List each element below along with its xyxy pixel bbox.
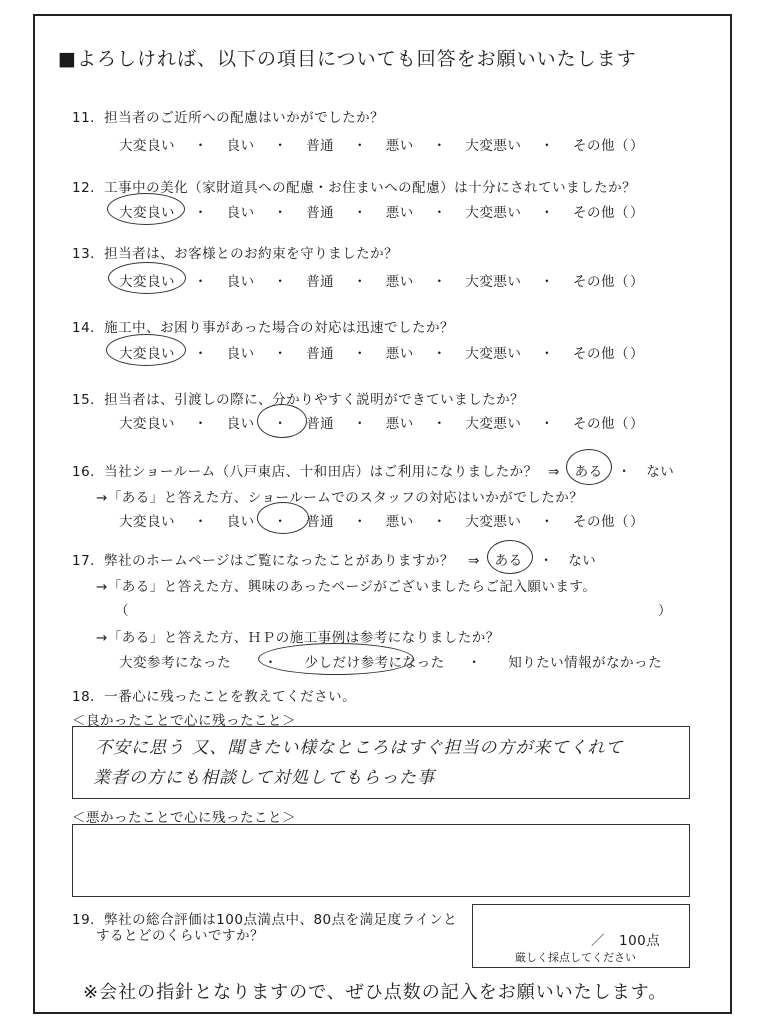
q13-options: [119, 270, 629, 290]
answer-circle: [106, 334, 186, 366]
separator: ・: [432, 514, 447, 530]
separator: ・: [540, 346, 555, 362]
option-normal[interactable]: 普通: [306, 138, 335, 154]
option-normal[interactable]: 普通: [306, 514, 335, 530]
question-14: 14．施工中、お困り事があった場合の対応は迅速でしたか？: [72, 320, 455, 336]
separator: ・: [273, 205, 288, 221]
section-header: ■よろしければ、以下の項目についても回答をお願いいたします: [58, 48, 637, 70]
separator: ・: [432, 274, 447, 290]
question-16-sub: →「ある」と答えた方、ショールームでのスタッフの対応はいかがでしたか？: [96, 490, 584, 506]
separator: ・: [540, 138, 555, 154]
paren-open: （: [115, 603, 129, 619]
footer-note: ※会社の指針となりますので、ぜひ点数の記入をお願いいたします。: [83, 982, 668, 1003]
question-17: 17．弊社のホームページはご覧になったことがありますか？: [72, 553, 454, 569]
separator: ・: [540, 274, 555, 290]
separator: ・: [193, 346, 208, 362]
question-19-line1: 19．弊社の総合評価は100点満点中、80点を満足度ラインと: [72, 912, 458, 928]
handwritten-line-2: 業者の方にも相談して対処してもらった事: [93, 768, 435, 788]
option-bad[interactable]: 悪い: [385, 205, 414, 221]
question-17-sub2: →「ある」と答えた方、ＨＰの施工事例は参考になりましたか？: [96, 630, 500, 646]
option-very-good[interactable]: 大変良い: [119, 274, 175, 290]
paren-close: ）: [630, 274, 644, 290]
bad-memory-box[interactable]: [72, 824, 690, 897]
question-19-line2: するとどのくらいですか？: [96, 928, 264, 944]
option-very-good[interactable]: 大変良い: [119, 205, 175, 221]
separator: ・: [273, 138, 288, 154]
separator: ・: [193, 274, 208, 290]
option-good[interactable]: 良い: [226, 274, 255, 290]
option-good[interactable]: 良い: [226, 514, 255, 530]
separator: ・: [432, 416, 447, 432]
separator: ・: [193, 416, 208, 432]
option-other[interactable]: その他（: [572, 205, 629, 221]
separator: ・: [352, 416, 367, 432]
option-normal[interactable]: 普通: [306, 205, 335, 221]
option-very-bad[interactable]: 大変悪い: [465, 514, 522, 530]
separator: ・: [432, 205, 447, 221]
separator: ・: [539, 553, 554, 569]
option-other[interactable]: その他（: [572, 274, 629, 290]
option-normal[interactable]: 普通: [306, 416, 335, 432]
option-very-bad[interactable]: 大変悪い: [465, 138, 522, 154]
score-box[interactable]: [472, 904, 690, 968]
paren-close: ）: [630, 416, 644, 432]
option-normal[interactable]: 普通: [306, 274, 335, 290]
option-bad[interactable]: 悪い: [385, 274, 414, 290]
score-note: 厳しく採点してください: [515, 951, 636, 964]
answer-circle: [257, 404, 307, 438]
paren-close: ）: [630, 514, 644, 530]
q15-options: [119, 412, 629, 432]
arrow-icon: ⇒: [468, 553, 480, 569]
separator: ・: [193, 205, 208, 221]
option-very-bad[interactable]: 大変悪い: [465, 416, 522, 432]
separator: ・: [540, 416, 555, 432]
separator: ・: [352, 514, 367, 530]
option-very-good[interactable]: 大変良い: [119, 346, 175, 362]
q14-options: [119, 342, 629, 362]
option-very-good[interactable]: 大変良い: [119, 138, 175, 154]
answer-circle: [487, 540, 533, 574]
option-not-helpful[interactable]: 知りたい情報がなかった: [508, 655, 663, 671]
option-no[interactable]: ない: [568, 553, 597, 569]
score-text: ／ 100点: [591, 933, 661, 949]
question-17-sub1: →「ある」と答えた方、興味のあったページがございましたらご記入願います。: [96, 579, 597, 595]
paren-close: ）: [658, 603, 672, 619]
option-other[interactable]: その他（: [572, 514, 629, 530]
separator: ・: [273, 514, 288, 530]
option-normal[interactable]: 普通: [306, 346, 335, 362]
option-very-good[interactable]: 大変良い: [119, 514, 175, 530]
option-good[interactable]: 良い: [226, 346, 255, 362]
paren-close: ）: [630, 205, 644, 221]
good-memory-box[interactable]: [72, 726, 690, 799]
q16-options: [119, 510, 629, 530]
option-yes[interactable]: ある: [494, 553, 523, 569]
good-memory-label: ＜良かったことで心に残ったこと＞: [72, 713, 296, 729]
separator: ・: [193, 514, 208, 530]
separator: ・: [263, 655, 278, 671]
bad-memory-label: ＜悪かったことで心に残ったこと＞: [72, 810, 296, 826]
option-bad[interactable]: 悪い: [385, 514, 414, 530]
option-good[interactable]: 良い: [226, 138, 255, 154]
separator: ・: [432, 346, 447, 362]
option-bad[interactable]: 悪い: [385, 138, 414, 154]
option-no[interactable]: ない: [646, 464, 675, 480]
answer-circle: [107, 193, 185, 225]
separator: ・: [352, 274, 367, 290]
q12-options: [119, 201, 629, 221]
handwritten-line-1: 不安に思う 又、聞きたい様なところはすぐ担当の方が来てくれて: [95, 738, 624, 758]
answer-circle: [257, 502, 309, 534]
option-very-bad[interactable]: 大変悪い: [465, 205, 522, 221]
separator: ・: [273, 346, 288, 362]
separator: ・: [352, 205, 367, 221]
answer-circle: [566, 449, 612, 485]
option-good[interactable]: 良い: [226, 416, 255, 432]
question-18: 18．一番心に残ったことを教えてください。: [72, 689, 357, 705]
option-yes[interactable]: ある: [574, 464, 603, 480]
paren-close: ）: [630, 346, 644, 362]
option-very-helpful[interactable]: 大変参考になった: [119, 655, 231, 671]
separator: ・: [540, 205, 555, 221]
separator: ・: [617, 464, 632, 480]
option-very-bad[interactable]: 大変悪い: [465, 274, 522, 290]
separator: ・: [273, 416, 288, 432]
option-slightly-helpful[interactable]: 少しだけ参考になった: [304, 655, 445, 671]
question-11: 11．担当者のご近所への配慮はいかがでしたか？: [72, 110, 385, 126]
paren-close: ）: [630, 138, 644, 154]
question-12: 12．工事中の美化（家財道具への配慮・お住まいへの配慮）は十分にされていましたか？: [72, 180, 637, 196]
question-15: 15．担当者は、引渡しの際に、分かりやすく説明ができていましたか？: [72, 392, 525, 408]
option-other[interactable]: その他（: [572, 346, 629, 362]
separator: ・: [273, 274, 288, 290]
answer-circle: [258, 643, 414, 675]
option-other[interactable]: その他（: [572, 138, 629, 154]
option-very-good[interactable]: 大変良い: [119, 416, 175, 432]
option-very-bad[interactable]: 大変悪い: [465, 346, 522, 362]
answer-circle: [108, 262, 186, 294]
arrow-icon: ⇒: [548, 464, 560, 480]
separator: ・: [432, 138, 447, 154]
separator: ・: [540, 514, 555, 530]
question-13: 13．担当者は、お客様とのお約束を守りましたか？: [72, 246, 399, 262]
option-bad[interactable]: 悪い: [385, 416, 414, 432]
option-other[interactable]: その他（: [572, 416, 629, 432]
separator: ・: [352, 346, 367, 362]
separator: ・: [467, 655, 482, 671]
q11-options: [119, 134, 629, 154]
separator: ・: [193, 138, 208, 154]
option-bad[interactable]: 悪い: [385, 346, 414, 362]
separator: ・: [352, 138, 367, 154]
question-16: 16．当社ショールーム（八戸東店、十和田店）はご利用になりましたか？: [72, 464, 538, 480]
option-good[interactable]: 良い: [226, 205, 255, 221]
